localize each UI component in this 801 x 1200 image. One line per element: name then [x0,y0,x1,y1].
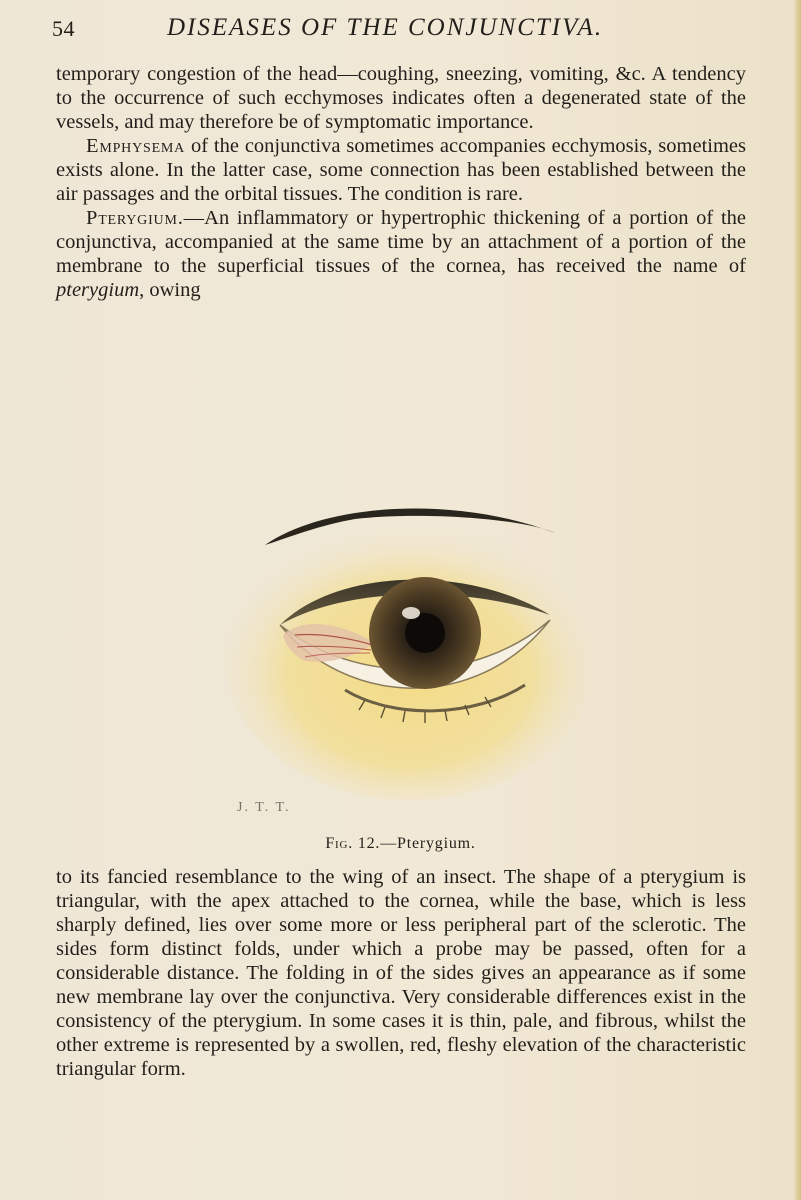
page-edge [793,0,801,1200]
upper-text [56,62,746,302]
term-pterygium: Pterygium. [86,207,184,229]
pterygium-illustration [225,485,595,805]
paragraph-emphysema [56,134,746,206]
eye-drawing [225,485,595,805]
paragraph-ecchymoses: temporary congestion of the head—coughing, sneezing, vomiting, &c. A tendency to the occurrence of such ecchymoses indicates often a degenerated state of the vessels, and may therefore be of symptomatic importance. [56,63,746,133]
running-title: DISEASES OF THE CONJUNCTIVA. [167,14,604,41]
emphysema-text: of the conjunctiva sometimes accompanies ecchymosis, sometimes exists alone. In the latter case, some connection has been established between the air passages and the orbital tissues. The condition is rare. [56,135,746,205]
lower-text [56,865,746,1081]
figure-caption-text: —Pterygium. [380,835,476,852]
figure-label: Fig. 12. [325,835,381,852]
pterygium-text: —An inflammatory or hypertrophic thickening of a portion of the conjunctiva, accompanied at the same time by an attachment of a portion of the membrane to the superficial tissues of the cornea, has received the name of [56,207,746,277]
paragraph-pterygium [56,206,746,302]
paragraph-shape: to its fancied resemblance to the wing of an insect. The shape of a pterygium is triangular, with the apex attached to the cornea, while the base, which is less sharply defined, lies over some more or less peripheral part of the sclerotic. The sides form distinct folds, under which a probe may be passed, often for a considerable distance. The folding in of the sides gives an appearance as if some new membrane lay over the conjunctiva. Very considerable differences exist in the consistency of the pterygium. In some cases it is thin, pale, and fibrous, whilst the other extreme is represented by a swollen, red, fleshy elevation of the characteristic triangular form. [56,866,746,1080]
page-number: 54 [52,16,75,41]
term-emphysema: Emphysema [86,135,186,157]
figure-caption [0,835,801,853]
page-header [52,12,742,46]
pterygium-tail: , owing [139,279,201,301]
pterygium-italic: pterygium [56,279,140,301]
eye-highlight [402,607,420,619]
artist-initials: J. T. T. [237,800,291,815]
